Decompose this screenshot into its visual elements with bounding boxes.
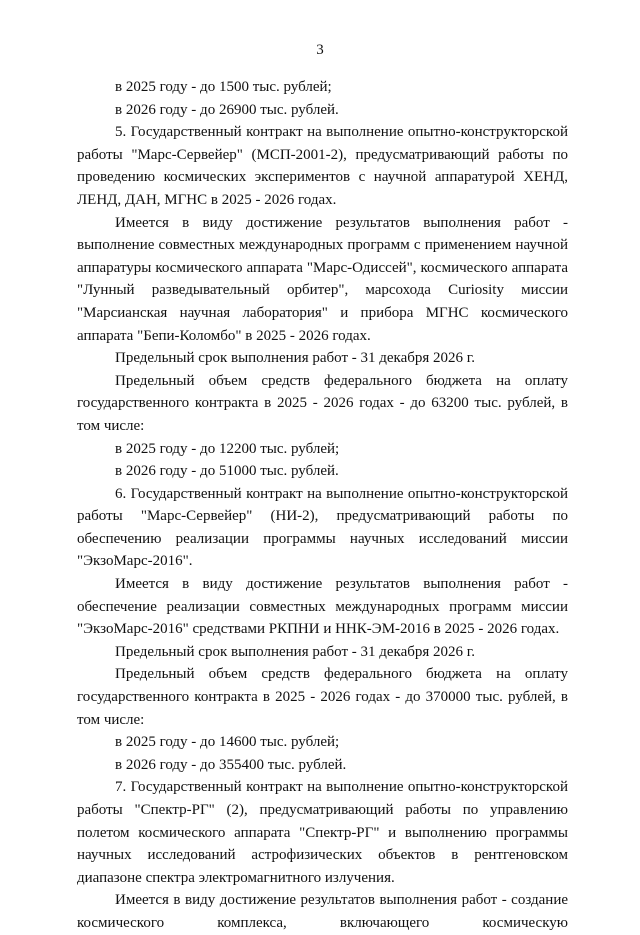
paragraph-12: Предельный объем средств федерального бюджета на оплату государственного контракта в 2025 - 2026 годах - до 370000 тыс. рублей, в том числе: (77, 666, 568, 728)
paragraph-11: Предельный срок выполнения работ - 31 декабря 2026 г. (115, 643, 475, 660)
paragraph-5: Предельный срок выполнения работ - 31 декабря 2026 г. (115, 350, 475, 367)
paragraph-13: в 2025 году - до 14600 тыс. рублей; (115, 734, 340, 751)
paragraph-14: в 2026 году - до 355400 тыс. рублей. (115, 756, 347, 773)
paragraph-6: Предельный объем средств федерального бюджета на оплату государственного контракта в 2025 - 2026 годах - до 63200 тыс. рублей, в том числе: (77, 372, 568, 434)
paragraph-16: Имеется в виду достижение результатов выполнения работ - создание космического комплекса, включающего космическую (77, 892, 568, 931)
paragraph-2: в 2026 году - до 26900 тыс. рублей. (115, 101, 339, 118)
paragraph-1: в 2025 году - до 1500 тыс. рублей; (115, 79, 332, 95)
paragraph-15: 7. Государственный контракт на выполнение опытно-конструкторской работы "Спектр-РГ" (2), предусматривающий работы по управлению полетом космического аппарата "Спектр-РГ" и выполнению программы научных исследований астрофизических объектов в рентгеновском диапазоне спектра электромагнитного излучения. (77, 779, 568, 886)
paragraph-7: в 2025 году - до 12200 тыс. рублей; (115, 440, 340, 457)
paragraph-10: Имеется в виду достижение результатов выполнения работ - обеспечение реализации совместных международных программ миссии "ЭкзоМарс-2016" средствами РКПНИ и ННК-ЭМ-2016 в 2025 - 2026 годах. (77, 576, 568, 638)
page-number: 3 (316, 42, 324, 58)
paragraph-4: Имеется в виду достижение результатов выполнения работ - выполнение совместных международных программ с применением научной аппаратуры космического аппарата "Марс-Одиссей", космического аппарата "Лунный разведывательный орбитер", марсохода Curiosity миссии "Марсианская научная лаборатория" и прибора МГНС космического аппарата "Бепи-Коломбо" в 2025 - 2026 годах. (77, 214, 568, 344)
paragraph-3: 5. Государственный контракт на выполнение опытно-конструкторской работы "Марс-Сервейер" (МСП-2001-2), предусматривающий работы по проведению космических экспериментов с научной аппаратурой ХЕНД, ЛЕНД, ДАН, МГНС в 2025 - 2026 годах. (77, 124, 568, 208)
document-body (77, 76, 568, 935)
paragraph-9: 6. Государственный контракт на выполнение опытно-конструкторской работы "Марс-Сервейер" (НИ-2), предусматривающий работы по обеспечению реализации программы научных исследований миссии "ЭкзоМарс-2016". (77, 485, 568, 570)
paragraph-8: в 2026 году - до 51000 тыс. рублей. (115, 463, 339, 480)
